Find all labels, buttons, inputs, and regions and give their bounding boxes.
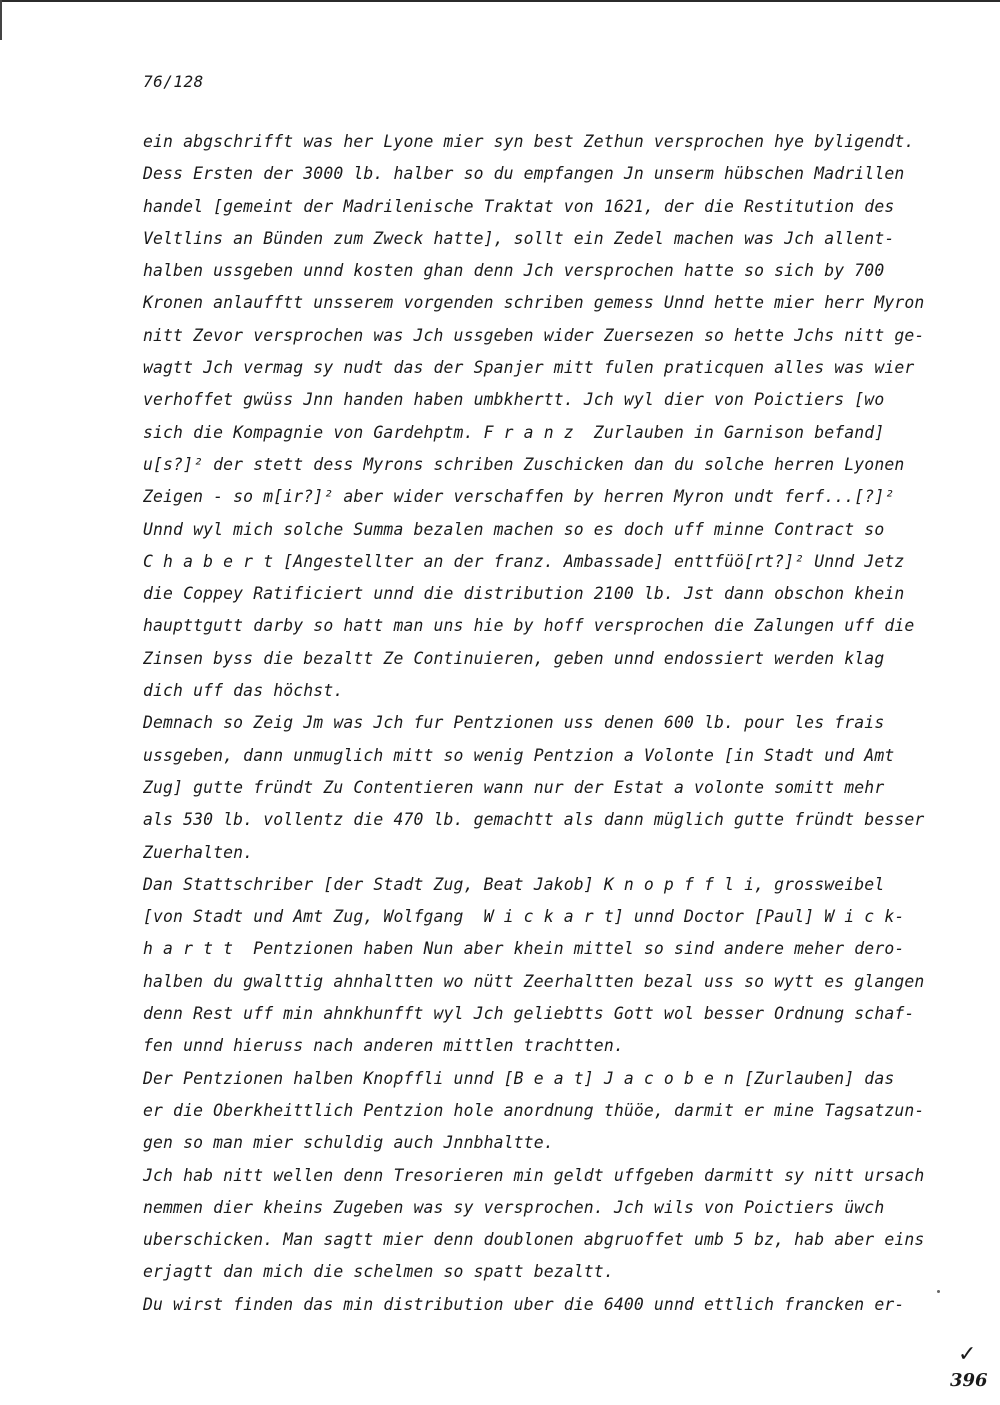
text-line: nemmen dier kheins Zugeben was sy versprochen. Jch wils von Poictiers üwch — [143, 1197, 885, 1217]
text-line: Demnach so Zeig Jm was Jch fur Pentzionen uss denen 600 lb. pour les frais — [143, 713, 885, 733]
scan-speck — [937, 1290, 940, 1293]
text-line: uberschicken. Man sagtt mier denn doublonen abgruoffet umb 5 bz, hab aber eins — [143, 1230, 925, 1250]
text-line: wagtt Jch vermag sy nudt das der Spanjer mitt fulen praticquen alles was wier — [143, 358, 915, 378]
text-line: erjagtt dan mich die schelmen so spatt bezaltt. — [143, 1262, 614, 1282]
text-line: Du wirst finden das min distribution uber die 6400 unnd ettlich francken er- — [143, 1294, 905, 1314]
text-line: h a r t t Pentzionen haben Nun aber khein mittel so sind andere meher dero- — [143, 939, 905, 959]
text-line: er die Oberkheittlich Pentzion hole anordnung thüöe, darmit er mine Tagsatzun- — [143, 1100, 925, 1120]
scan-left-edge — [0, 0, 2, 40]
body-text — [143, 126, 943, 1321]
text-line: C h a b e r t [Angestellter an der franz. Ambassade] enttfüö[rt?]² Unnd Jetz — [143, 551, 905, 571]
text-line: nitt Zevor versprochen was Jch ussgeben wider Zuersezen so hette Jchs nitt ge- — [143, 325, 925, 345]
text-line: handel [gemeint der Madrilenische Traktat von 1621, der die Restitution des — [143, 196, 895, 216]
text-line: Zinsen byss die bezaltt Ze Continuieren, geben unnd endossiert werden klag — [143, 648, 885, 668]
text-line: Jch hab nitt wellen denn Tresorieren min geldt uffgeben darmitt sy nitt ursach — [143, 1165, 925, 1185]
text-line: als 530 lb. vollentz die 470 lb. gemachtt als dann müglich gutte fründt besser — [143, 810, 925, 830]
text-line: Kronen anlaufftt unsserem vorgenden schriben gemess Unnd hette mier herr Myron — [143, 293, 925, 313]
text-line: gen so man mier schuldig auch Jnnbhaltte. — [143, 1133, 554, 1153]
text-line: haupttgutt darby so hatt man uns hie by hoff versprochen die Zalungen uff die — [143, 616, 915, 636]
text-line: ein abgschrifft was her Lyone mier syn best Zethun versprochen hye byligendt. — [143, 132, 915, 151]
text-line: Zuerhalten. — [143, 842, 254, 862]
text-line: ussgeben, dann unmuglich mitt so wenig Pentzion a Volonte [in Stadt und Amt — [143, 745, 895, 765]
check-mark: ✓ — [958, 1342, 977, 1367]
text-line: Zug] gutte fründt Zu Contentieren wann nur der Estat a volonte somitt mehr — [143, 777, 885, 797]
text-line: Dan Stattschriber [der Stadt Zug, Beat Jakob] K n o p f f l i, grossweibel — [143, 874, 885, 894]
text-line: dich uff das höchst. — [143, 681, 344, 701]
text-line: sich die Kompagnie von Gardehptm. F r a n z Zurlauben in Garnison befand] — [143, 422, 885, 442]
text-line: denn Rest uff min ahnkhunfft wyl Jch geliebtts Gott wol besser Ordnung schaf- — [143, 1004, 915, 1024]
text-line: die Coppey Ratificiert unnd die distribution 2100 lb. Jst dann obschon khein — [143, 584, 905, 604]
scan-top-border — [0, 0, 1000, 2]
text-line: halben du gwalttig ahnhaltten wo nütt Zeerhaltten bezal uss so wytt es glangen — [143, 971, 925, 991]
text-line: Unnd wyl mich solche Summa bezalen machen so es doch uff minne Contract so — [143, 519, 885, 539]
text-line: u[s?]² der stett dess Myrons schriben Zuschicken dan du solche herren Lyonen — [143, 454, 905, 474]
text-line: verhoffet gwüss Jnn handen haben umbkhertt. Jch wyl dier von Poictiers [wo — [143, 390, 885, 410]
folio-number: 396 — [950, 1370, 988, 1391]
text-line: fen unnd hieruss nach anderen mittlen trachtten. — [143, 1036, 624, 1056]
text-line: Zeigen - so m[ir?]² aber wider verschaffen by herren Myron undt ferf...[?]² — [143, 487, 895, 507]
text-line: [von Stadt und Amt Zug, Wolfgang W i c k a r t] unnd Doctor [Paul] W i c k- — [143, 907, 905, 927]
page-number: 76/128 — [143, 72, 204, 91]
text-line: Dess Ersten der 3000 lb. halber so du empfangen Jn unserm hübschen Madrillen — [143, 164, 905, 184]
text-line: halben ussgeben unnd kosten ghan denn Jch versprochen hatte so sich by 700 — [143, 261, 885, 281]
text-line: Veltlins an Bünden zum Zweck hatte], sollt ein Zedel machen was Jch allent- — [143, 228, 895, 248]
text-line: Der Pentzionen halben Knopffli unnd [B e a t] J a c o b e n [Zurlauben] das — [143, 1068, 895, 1088]
